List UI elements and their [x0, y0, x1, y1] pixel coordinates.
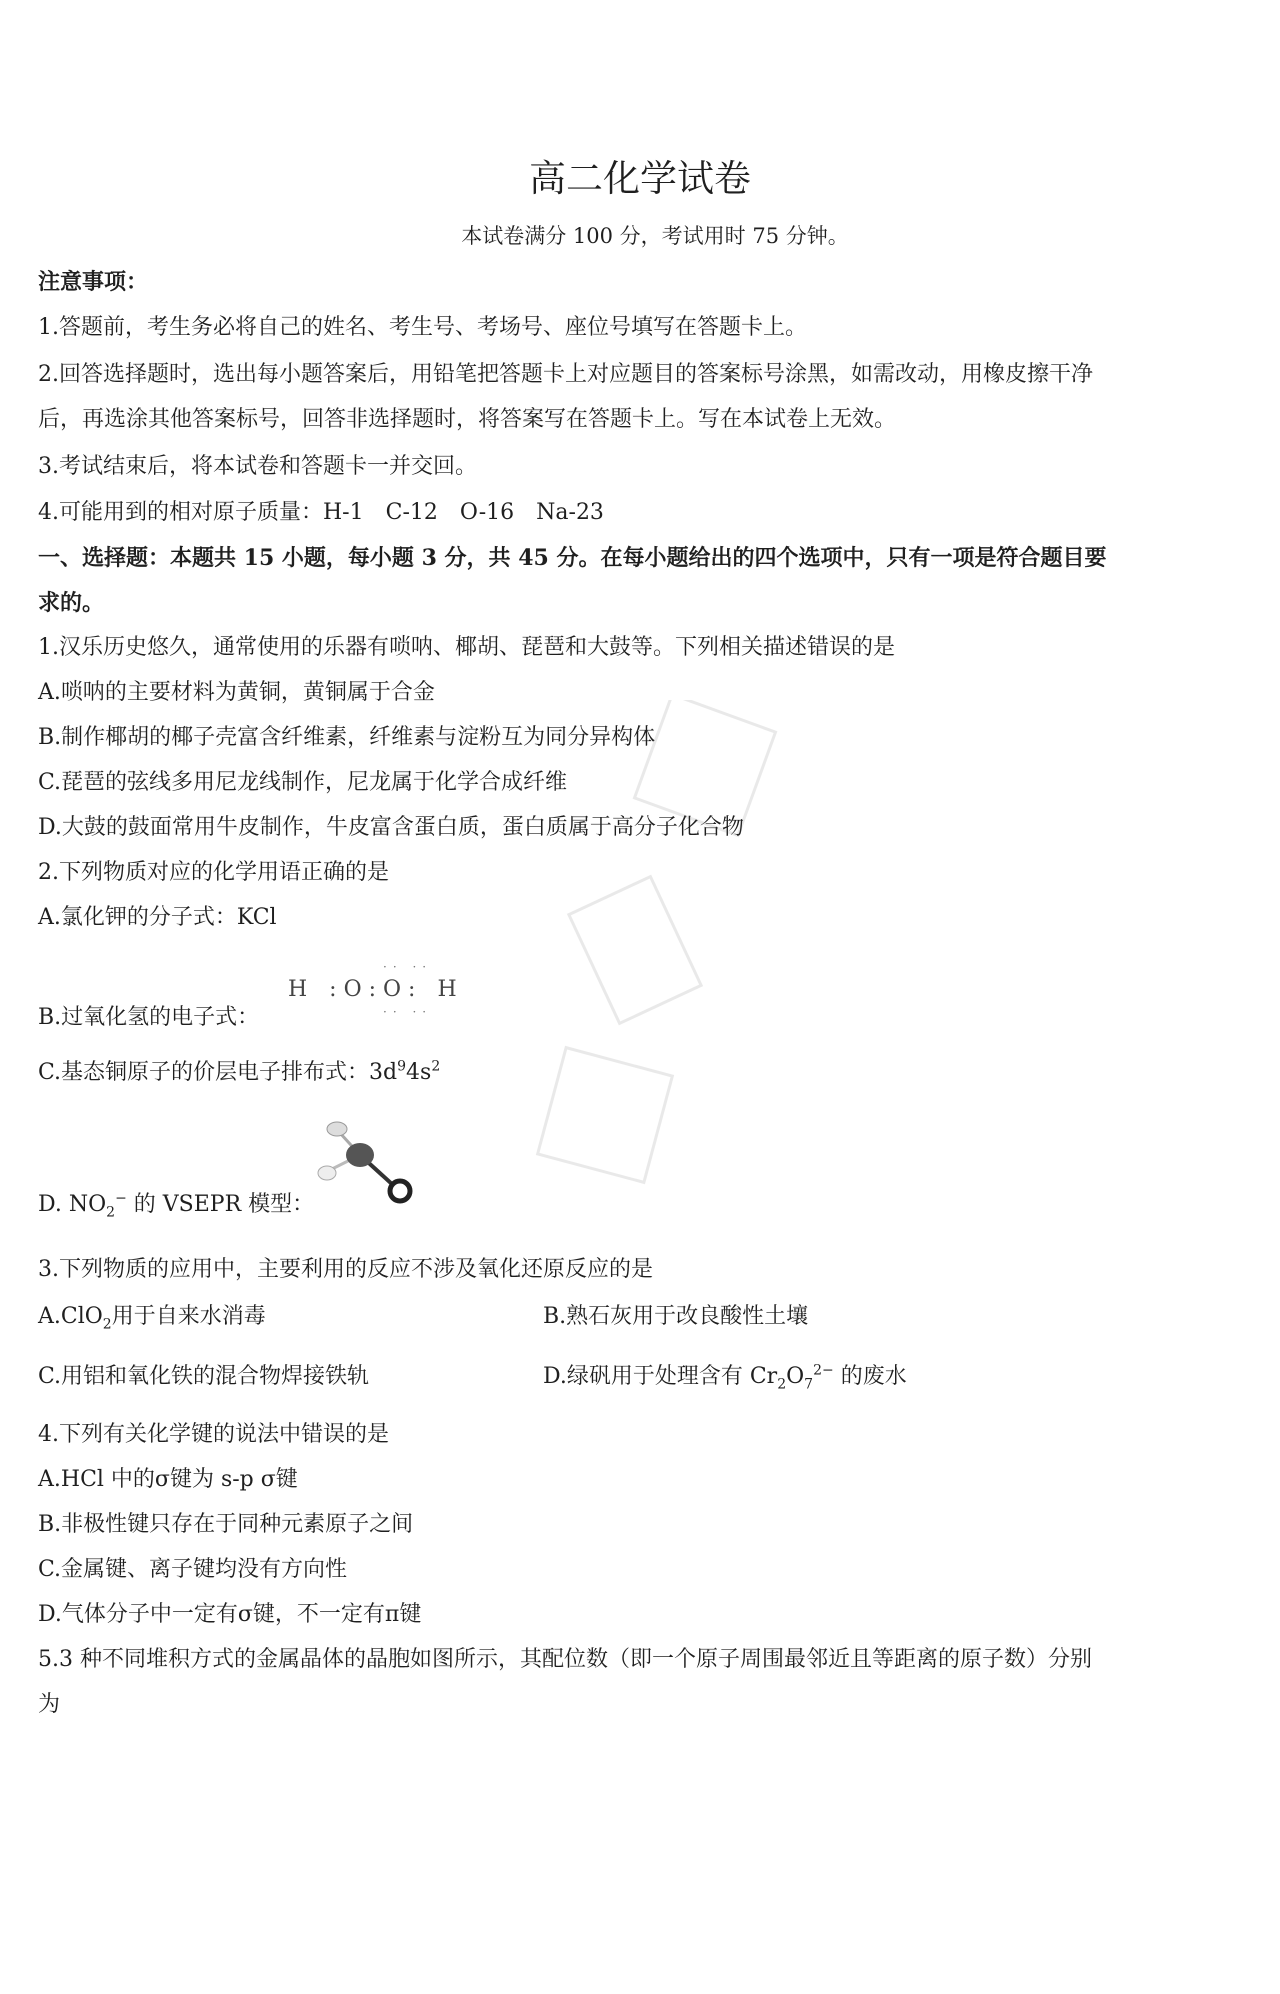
q3-option-a: A.ClO$_2$用于自来水消毒 [38, 1304, 266, 1333]
q5-stem: 5.3 种不同堆积方式的金属晶体的晶胞如图所示，其配位数（即一个原子周围最邻近且等距离的原子数）分别 [38, 1647, 1092, 1672]
note-item: 后，再选涂其他答案标号，回答非选择题时，将答案写在答题卡上。写在本试卷上无效。 [38, 407, 897, 432]
note-item: 4.可能用到的相对原子质量：H-1 C-12 O-16 Na-23 [38, 500, 604, 525]
q4-stem: 4.下列有关化学键的说法中错误的是 [38, 1422, 389, 1447]
q5-stem-cont: 为 [38, 1692, 61, 1717]
note-item: 1.答题前，考生务必将自己的姓名、考生号、考场号、座位号填写在答题卡上。 [38, 315, 807, 340]
q2-option-d: D. $NO_2^-$ 的 VSEPR 模型： [38, 1190, 315, 1221]
lone-pair-dots-top: ·· ·· [383, 960, 433, 974]
q3-option-c: C.用铝和氧化铁的混合物焊接铁轨 [38, 1364, 370, 1389]
note-item: 2.回答选择题时，选出每小题答案后，用铅笔把答题卡上对应题目的答案标号涂黑，如需改动，用橡皮擦干净 [38, 362, 1093, 387]
note-item: 3.考试结束后，将本试卷和答题卡一并交回。 [38, 454, 477, 479]
watermark-graphic [530, 700, 790, 1220]
section-heading-cont: 求的。 [38, 590, 105, 616]
q1-option-d: D.大鼓的鼓面常用牛皮制作，牛皮富含蛋白质，蛋白质属于高分子化合物 [38, 815, 744, 840]
notes-heading: 注意事项： [38, 269, 149, 295]
q1-option-b: B.制作椰胡的椰子壳富含纤维素，纤维素与淀粉互为同分异构体 [38, 725, 656, 750]
q2-stem: 2.下列物质对应的化学用语正确的是 [38, 860, 389, 885]
q3-stem: 3.下列物质的应用中，主要利用的反应不涉及氧化还原反应的是 [38, 1257, 653, 1282]
h2o2-formula-text: H : O : O : H [288, 977, 457, 1002]
page-title: 高二化学试卷 [529, 157, 751, 200]
q2-option-c: C.基态铜原子的价层电子排布式：$3d^94s^2$ [38, 1058, 441, 1085]
section-heading: 一、选择题：本题共 15 小题，每小题 3 分，共 45 分。在每小题给出的四个选项中，只有一项是符合题目要 [38, 545, 1107, 571]
q4-option-c: C.金属键、离子键均没有方向性 [38, 1557, 348, 1582]
no2-vsepr-model-image [315, 1115, 425, 1215]
q1-option-a: A.唢呐的主要材料为黄铜，黄铜属于合金 [38, 680, 435, 705]
h2o2-electron-formula [288, 975, 457, 1005]
q2-option-a: A.氯化钾的分子式：KCl [38, 905, 277, 930]
q1-option-c: C.琵琶的弦线多用尼龙线制作，尼龙属于化学合成纤维 [38, 770, 568, 795]
exam-info: 本试卷满分 100 分，考试用时 75 分钟。 [461, 224, 849, 248]
q4-option-b: B.非极性键只存在于同种元素原子之间 [38, 1512, 414, 1537]
q3-option-d: D.绿矾用于处理含有 $Cr_2O_7^{2-}$ 的废水 [543, 1362, 907, 1393]
q4-option-d: D.气体分子中一定有σ键，不一定有π键 [38, 1602, 422, 1627]
q1-stem: 1.汉乐历史悠久，通常使用的乐器有唢呐、椰胡、琵琶和大鼓等。下列相关描述错误的是 [38, 635, 895, 660]
q3-option-b: B.熟石灰用于改良酸性土壤 [543, 1304, 809, 1329]
q2-option-b: B.过氧化氢的电子式： [38, 1005, 260, 1030]
q4-option-a: A.HCl 中的σ键为 s-p σ键 [38, 1467, 298, 1492]
lone-pair-dots-bottom: ·· ·· [383, 1005, 433, 1019]
